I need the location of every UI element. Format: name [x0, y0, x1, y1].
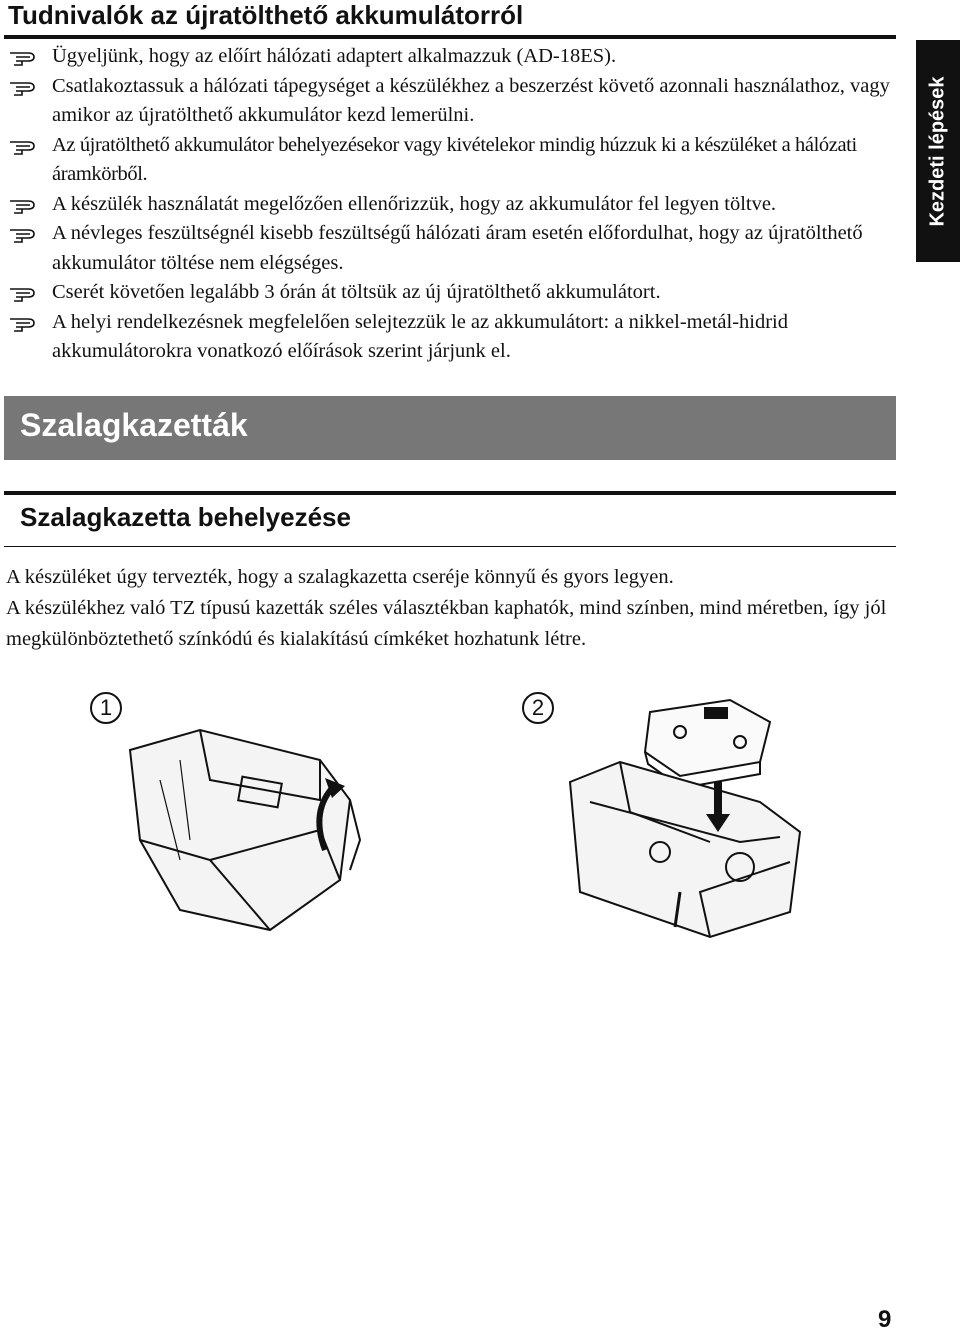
pointing-hand-icon [8, 45, 44, 69]
note-text: Cserét követően legalább 3 órán át töltsük az új újratölthető akkumulátort. [52, 281, 661, 303]
subsection-rule [4, 491, 896, 495]
note-item [8, 278, 908, 308]
side-tab [916, 40, 960, 262]
pointing-hand-icon [8, 311, 44, 335]
notes-list [8, 42, 908, 367]
section-title: Szalagkazetták [20, 407, 248, 443]
note-item [8, 42, 908, 72]
page-number: 9 [878, 1306, 892, 1333]
note-item [8, 131, 908, 190]
section-header [4, 396, 896, 460]
subsection-underline [4, 546, 896, 547]
pointing-hand-icon [8, 134, 44, 158]
body-paragraph: A készüléket úgy tervezték, hogy a szalagkazetta cseréje könnyű és gyors legyen. [6, 566, 674, 588]
side-tab-label: Kezdeti lépések [926, 75, 949, 227]
title-rule [4, 35, 896, 39]
pointing-hand-icon [8, 193, 44, 217]
pointing-hand-icon [8, 222, 44, 246]
subsection-title: Szalagkazetta behelyezése [20, 502, 351, 532]
note-text: Csatlakoztassuk a hálózati tápegységet a készülékhez a beszerzést követő azonnali használathoz, vagy amikor az újratölthető akkumulátor kezd lemerülni. [52, 74, 890, 126]
step-number: 1 [90, 692, 122, 724]
note-text: A készülék használatát megelőzően ellenőrizzük, hogy az akkumulátor fel legyen töltve. [52, 192, 777, 215]
note-item [8, 219, 908, 278]
note-item [8, 308, 908, 367]
note-text: A helyi rendelkezésnek megfelelően selejtezzük le az akkumulátort: a nikkel-metál-hidrid akkumulátorokra vonatkozó előírások szerint járjunk el. [52, 310, 788, 362]
note-text: Az újratölthető akkumulátor behelyezésekor vagy kivételekor mindig húzzuk ki a készüléket a hálózati áramkörből. [52, 133, 857, 185]
body-paragraph: A készülékhez való TZ típusú kazetták széles választékban kaphatók, mind színben, mind méretben, így jól megkülönböztethető színkódú és kialakítású címkéket hozhatunk létre. [6, 597, 887, 650]
note-text: A névleges feszültségnél kisebb feszültségű hálózati áram esetén előfordulhat, hogy az újratölthető akkumulátor töltése nem elégséges. [52, 222, 863, 274]
note-item [8, 72, 908, 131]
step-number: 2 [522, 692, 554, 724]
pointing-hand-icon [8, 75, 44, 99]
page-title: Tudnivalók az újratölthető akkumulátorról [8, 0, 524, 30]
note-item [8, 190, 908, 220]
tape-cassette-insert-illustration [560, 692, 810, 942]
label-printer-cover-open-illustration [120, 720, 380, 940]
note-text: Ügyeljünk, hogy az előírt hálózati adaptert alkalmazzuk (AD-18ES). [52, 45, 617, 67]
pointing-hand-icon [8, 281, 44, 305]
